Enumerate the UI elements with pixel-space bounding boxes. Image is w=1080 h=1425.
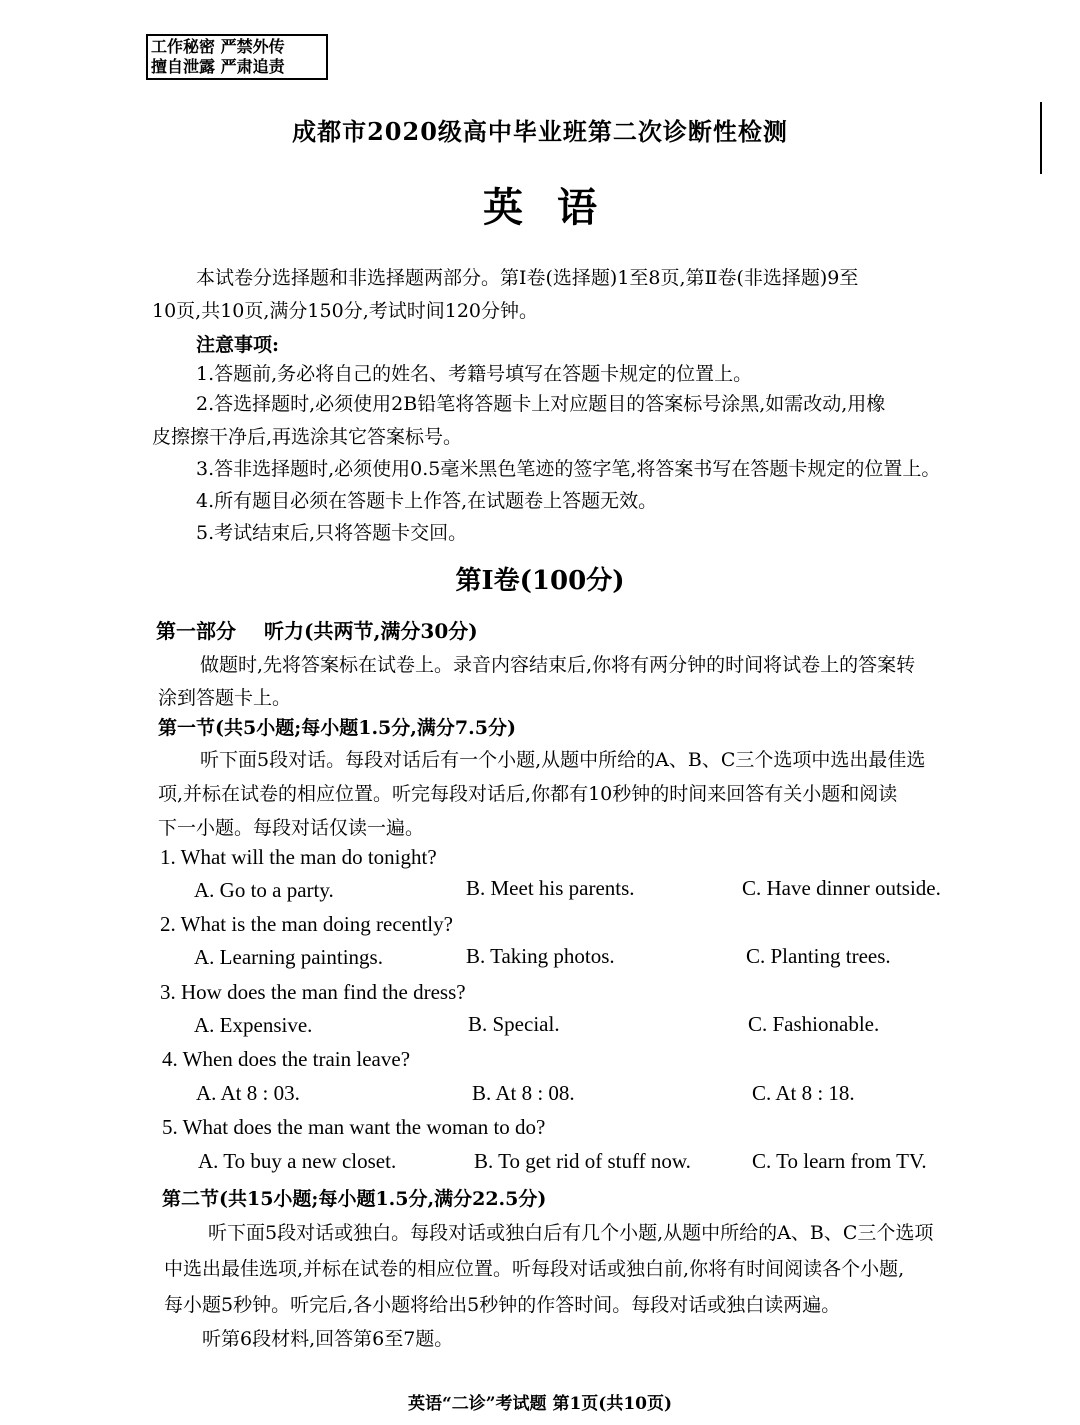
- question-2-option-a: A. Learning paintings.: [194, 945, 383, 969]
- note-1: 1.答题前,务必将自己的姓名、考籍号填写在答题卡规定的位置上。: [196, 363, 753, 385]
- question-3: 3. How does the man find the dress?: [160, 980, 466, 1004]
- notes-title: 注意事项:: [196, 334, 280, 356]
- part-1-label: 第一部分: [156, 619, 236, 643]
- question-3-option-a: A. Expensive.: [194, 1013, 313, 1037]
- intro-line-1: 本试卷分选择题和非选择题两部分。第Ⅰ卷(选择题)1至8页,第Ⅱ卷(非选择题)9至: [196, 267, 859, 289]
- part-1-instruction-2: 涂到答题卡上。: [158, 687, 292, 709]
- question-1-option-a: A. Go to a party.: [194, 878, 334, 902]
- question-4-option-c: C. At 8 : 18.: [752, 1081, 855, 1105]
- note-5: 5.考试结束后,只将答题卡交回。: [196, 522, 468, 544]
- question-3-option-c: C. Fashionable.: [748, 1012, 880, 1036]
- question-4-option-a: A. At 8 : 03.: [196, 1081, 300, 1105]
- intro-line-2: 10页,共10页,满分150分,考试时间120分钟。: [152, 300, 539, 322]
- note-4: 4.所有题目必须在答题卡上作答,在试题卷上答题无效。: [196, 490, 658, 512]
- part-1-instruction-1: 做题时,先将答案标在试卷上。录音内容结束后,你将有两分钟的时间将试卷上的答案转: [200, 654, 916, 676]
- volume-1-heading: 第Ⅰ卷(100分): [455, 566, 625, 596]
- subject-title: 英语: [483, 184, 631, 231]
- note-2b: 皮擦擦干净后,再选涂其它答案标号。: [152, 426, 463, 448]
- question-3-option-b: B. Special.: [468, 1012, 560, 1036]
- question-5: 5. What does the man want the woman to do?: [162, 1115, 546, 1139]
- note-2a: 2.答选择题时,必须使用2B铅笔将答题卡上对应题目的答案标号涂黑,如需改动,用橡: [196, 393, 886, 415]
- exam-title: 成都市2020级高中毕业班第二次诊断性检测: [292, 117, 788, 146]
- question-1-option-b: B. Meet his parents.: [466, 876, 635, 900]
- stamp-line-2: 擅自泄露 严肃追责: [151, 57, 285, 76]
- part-1-heading: [156, 615, 478, 644]
- section-1-title: 第一节(共5小题;每小题1.5分,满分7.5分): [158, 717, 516, 739]
- section-2-material: 听第6段材料,回答第6至7题。: [202, 1328, 454, 1350]
- question-2-option-b: B. Taking photos.: [466, 944, 615, 968]
- question-2-option-c: C. Planting trees.: [746, 944, 891, 968]
- page-footer: 英语“二诊”考试题 第1页(共10页): [407, 1394, 673, 1414]
- stamp-line-1: 工作秘密 严禁外传: [151, 37, 285, 56]
- question-1-option-c: C. Have dinner outside.: [742, 876, 941, 900]
- question-2: 2. What is the man doing recently?: [160, 912, 453, 936]
- section-2-title: 第二节(共15小题;每小题1.5分,满分22.5分): [162, 1188, 547, 1210]
- question-5-option-c: C. To learn from TV.: [752, 1149, 927, 1173]
- question-4: 4. When does the train leave?: [162, 1047, 411, 1071]
- question-4-option-b: B. At 8 : 08.: [472, 1081, 575, 1105]
- question-5-option-b: B. To get rid of stuff now.: [474, 1149, 691, 1173]
- section-2-instruction-2: 中选出最佳选项,并标在试卷的相应位置。听每段对话或独白前,你将有时间阅读各个小题,: [164, 1258, 905, 1280]
- section-1-instruction-3: 下一小题。每段对话仅读一遍。: [158, 817, 425, 839]
- section-2-instruction-1: 听下面5段对话或独白。每段对话或独白后有几个小题,从题中所给的A、B、C三个选项: [208, 1222, 934, 1244]
- note-3: 3.答非选择题时,必须使用0.5毫米黑色笔迹的签字笔,将答案书写在答题卡规定的位置上。: [196, 458, 941, 480]
- part-1-subtitle: 听力(共两节,满分30分): [264, 619, 478, 643]
- question-5-option-a: A. To buy a new closet.: [198, 1149, 397, 1173]
- section-1-instruction-2: 项,并标在试卷的相应位置。听完每段对话后,你都有10秒钟的时间来回答有关小题和阅读: [158, 783, 898, 805]
- section-2-instruction-3: 每小题5秒钟。听完后,各小题将给出5秒钟的作答时间。每段对话或独白读两遍。: [164, 1294, 841, 1316]
- question-1: 1. What will the man do tonight?: [160, 845, 437, 869]
- confidential-stamp: [146, 34, 328, 80]
- section-1-instruction-1: 听下面5段对话。每段对话后有一个小题,从题中所给的A、B、C三个选项中选出最佳选: [200, 749, 926, 771]
